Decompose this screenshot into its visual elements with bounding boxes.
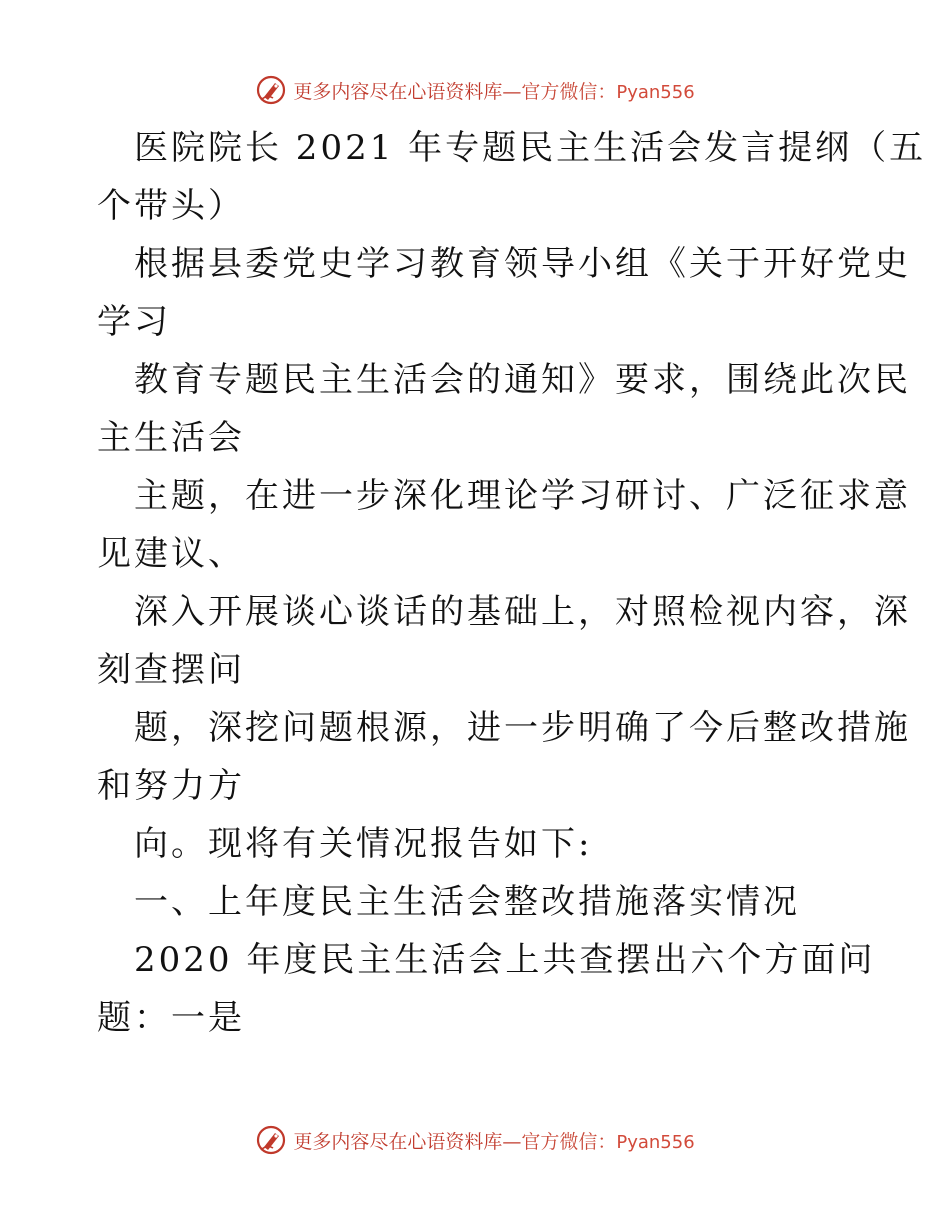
- doc-paragraph-line: 教育专题民主生活会的通知》要求，围绕此次民: [134, 360, 911, 400]
- doc-paragraph-line: 和努力方: [97, 766, 245, 806]
- doc-paragraph-line: 向。现将有关情况报告如下:: [134, 824, 593, 864]
- watermark-wechat-id: Pyan556: [616, 1131, 695, 1153]
- pen-nib-circle-icon: [255, 1124, 287, 1156]
- doc-paragraph-line: 根据县委党史学习教育领导小组《关于开好党史: [134, 244, 911, 284]
- watermark-text: [293, 1127, 694, 1154]
- doc-paragraph-line: 学习: [97, 302, 171, 342]
- doc-section-heading: 一、上年度民主生活会整改措施落实情况: [134, 882, 800, 922]
- doc-paragraph-line: 题：一是: [97, 998, 245, 1038]
- doc-paragraph-line: 主生活会: [97, 418, 245, 458]
- watermark-main: 更多内容尽在心语资料库—: [293, 1130, 522, 1153]
- doc-paragraph-line: 深入开展谈心谈话的基础上，对照检视内容，深: [134, 592, 911, 632]
- doc-paragraph-line: 刻查摆问: [97, 650, 245, 690]
- footer-watermark: [0, 1120, 950, 1160]
- watermark-wechat-id: Pyan556: [616, 81, 695, 103]
- watermark-main: 更多内容尽在心语资料库—: [293, 80, 522, 103]
- doc-title-line-2: 个带头）: [97, 186, 245, 226]
- doc-title-line-1: 医院院长 2021 年专题民主生活会发言提纲（五: [134, 128, 927, 168]
- doc-paragraph-line: 主题，在进一步深化理论学习研讨、广泛征求意: [134, 476, 911, 516]
- doc-paragraph-line: 题，深挖问题根源，进一步明确了今后整改措施: [134, 708, 911, 748]
- doc-paragraph-line: 见建议、: [97, 534, 245, 574]
- doc-paragraph-line: 2020 年度民主生活会上共查摆出六个方面问: [134, 940, 876, 980]
- watermark-wechat-label: 官方微信：: [521, 80, 617, 103]
- watermark-wechat-label: 官方微信：: [521, 1130, 617, 1153]
